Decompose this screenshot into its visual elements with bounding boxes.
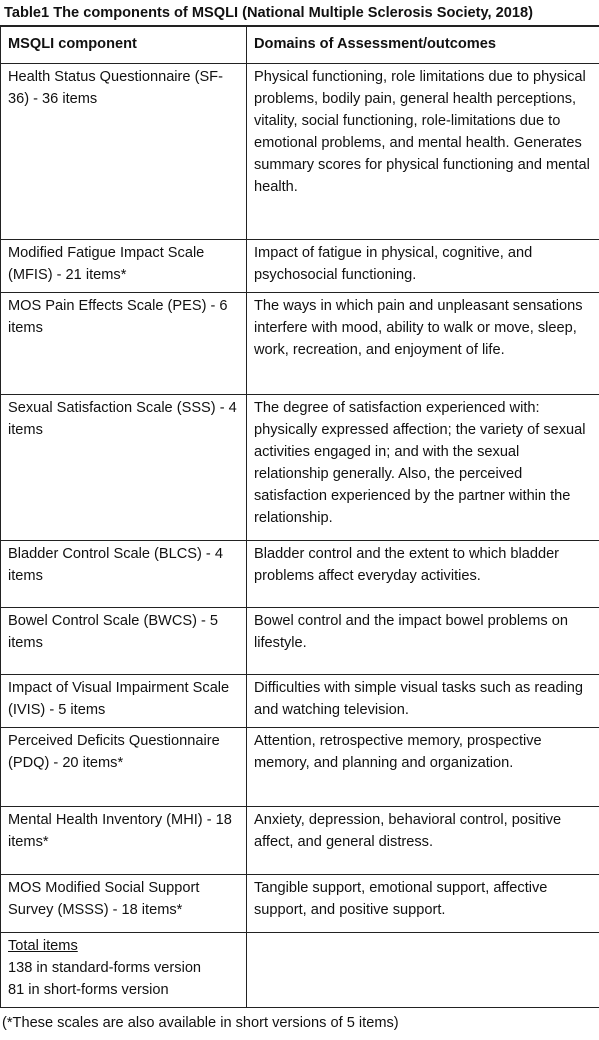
- total-short-forms: 81 in short-forms version: [8, 982, 169, 998]
- total-cell: [1, 933, 247, 1008]
- domains-text: Difficulties with simple visual tasks such as reading and watching television.: [254, 680, 584, 718]
- total-row: [1, 933, 599, 1008]
- component-name: Sexual Satisfaction Scale (SSS) - 4 items: [8, 400, 237, 438]
- header-msqli-component: MSQLI component: [1, 27, 247, 64]
- table-row: [1, 675, 599, 728]
- domains-cell: [247, 395, 599, 541]
- component-cell: [1, 875, 247, 933]
- domains-text: Impact of fatigue in physical, cognitive, and psychosocial functioning.: [254, 245, 533, 283]
- component-name: Health Status Questionnaire (SF-36) - 36 items: [8, 69, 223, 107]
- component-name: Bowel Control Scale (BWCS) - 5 items: [8, 613, 219, 651]
- component-cell: [1, 395, 247, 541]
- domains-cell: [247, 675, 599, 728]
- msqli-components-table: [0, 26, 599, 1008]
- component-cell: [1, 541, 247, 608]
- table-caption: Table1 The components of MSQLI (National Multiple Sclerosis Society, 2018): [0, 0, 599, 26]
- domains-cell: [247, 608, 599, 675]
- table-row: [1, 608, 599, 675]
- component-cell: [1, 675, 247, 728]
- component-name: Modified Fatigue Impact Scale (MFIS) - 21 items*: [8, 245, 205, 283]
- component-cell: [1, 728, 247, 807]
- domains-text: The ways in which pain and unpleasant sensations interfere with mood, ability to walk or move, sleep, work, recreation, and enjoyment of life.: [254, 298, 583, 358]
- domains-text: Physical functioning, role limitations due to physical problems, bodily pain, general health perceptions, vitality, social functioning, role-limitations due to emotional problems, and mental health. Generates summary scores for physical functioning and mental health.: [254, 69, 590, 195]
- component-name: MOS Pain Effects Scale (PES) - 6 items: [8, 298, 228, 336]
- domains-cell: [247, 541, 599, 608]
- table-row: [1, 395, 599, 541]
- component-name: Mental Health Inventory (MHI) - 18 items*: [8, 812, 232, 850]
- footnote: (*These scales are also available in short versions of 5 items): [2, 1015, 399, 1031]
- component-cell: [1, 64, 247, 240]
- total-empty-cell: [247, 933, 599, 1008]
- table-row: [1, 293, 599, 395]
- domains-text: Anxiety, depression, behavioral control, positive affect, and general distress.: [254, 812, 562, 850]
- domains-text: Attention, retrospective memory, prospective memory, and planning and organization.: [254, 733, 542, 771]
- table-row: [1, 728, 599, 807]
- component-name: Bladder Control Scale (BLCS) - 4 items: [8, 546, 223, 584]
- domains-cell: [247, 293, 599, 395]
- table-row: [1, 240, 599, 293]
- domains-text: The degree of satisfaction experienced with: physically expressed affection; the variety of sexual activities engaged in; and with the sexual relationship generally. Also, the perceived satisfaction experienced by the partner within the relationship.: [254, 400, 586, 526]
- table-row: [1, 875, 599, 933]
- total-standard-forms: 138 in standard-forms version: [8, 960, 202, 976]
- component-cell: [1, 807, 247, 875]
- component-cell: [1, 240, 247, 293]
- domains-text: Tangible support, emotional support, affective support, and positive support.: [254, 880, 548, 918]
- component-name: Perceived Deficits Questionnaire (PDQ) - 20 items*: [8, 733, 220, 771]
- domains-text: Bowel control and the impact bowel problems on lifestyle.: [254, 613, 568, 651]
- table-header-row: [1, 27, 599, 64]
- component-name: MOS Modified Social Support Survey (MSSS) - 18 items*: [8, 880, 200, 918]
- table-row: [1, 807, 599, 875]
- header-domains: Domains of Assessment/outcomes: [247, 27, 599, 64]
- domains-text: Bladder control and the extent to which bladder problems affect everyday activities.: [254, 546, 560, 584]
- domains-cell: [247, 875, 599, 933]
- total-items-heading: Total items: [8, 938, 78, 954]
- component-cell: [1, 608, 247, 675]
- table-row: [1, 64, 599, 240]
- domains-cell: [247, 728, 599, 807]
- domains-cell: [247, 64, 599, 240]
- domains-cell: [247, 807, 599, 875]
- domains-cell: [247, 240, 599, 293]
- table-row: [1, 541, 599, 608]
- component-name: Impact of Visual Impairment Scale (IVIS) - 5 items: [8, 680, 230, 718]
- component-cell: [1, 293, 247, 395]
